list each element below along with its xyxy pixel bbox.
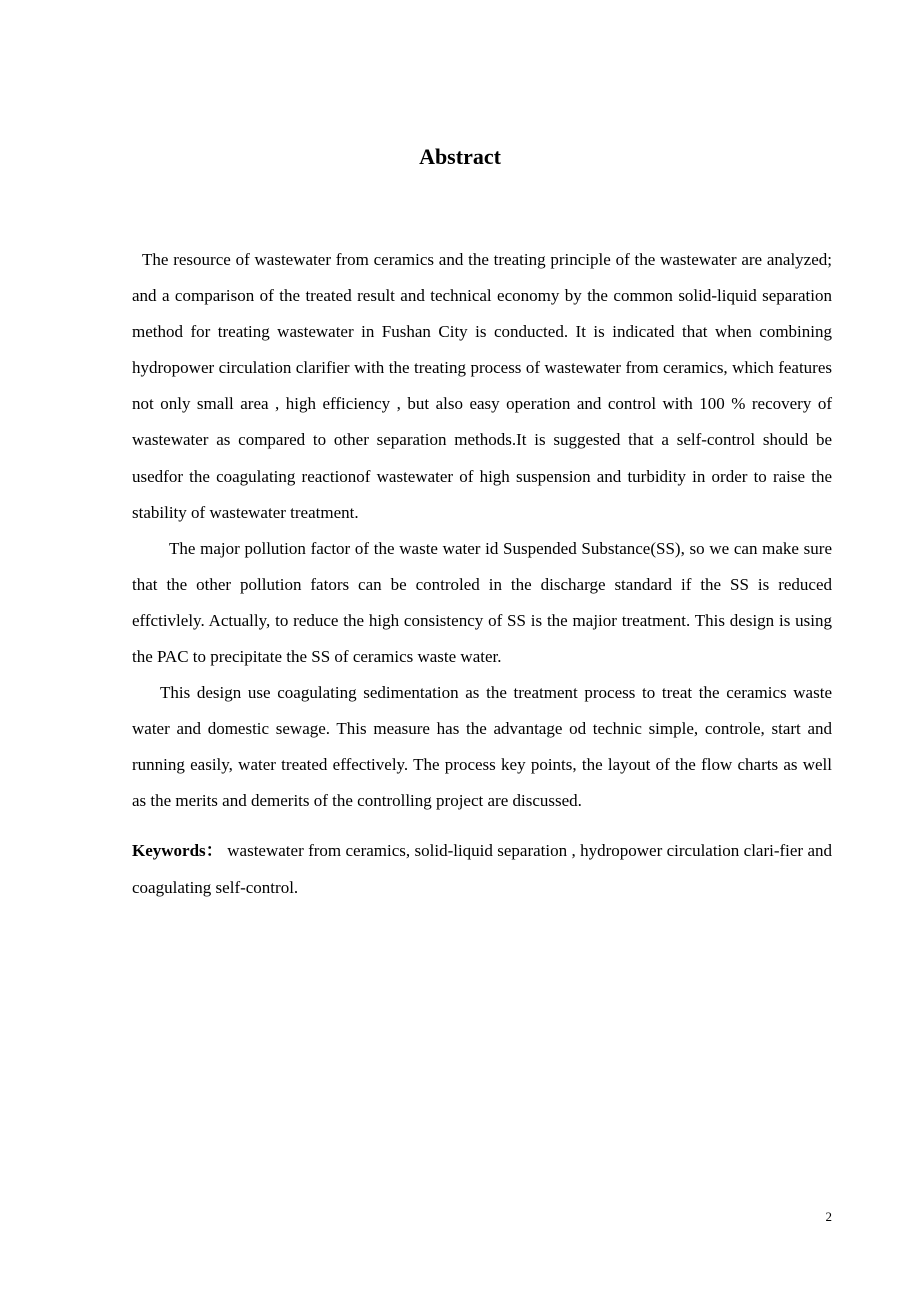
page-number: 2 — [825, 1209, 832, 1224]
keywords-label: Keywords： — [132, 840, 223, 860]
keywords-text: wastewater from ceramics, solid-liquid separation , hydropower circulation clari-fier and coagulating self-control. — [132, 840, 833, 897]
abstract-paragraph-3: This design use coagulating sedimentation as the treatment process to treat the ceramics waste water and domestic sewage. This measure has the advantage od technic simple, controle, start and running easily, water treated effectively. The process key points, the layout of the flow charts as well as the merits and demerits of the controlling project are discussed. — [132, 683, 832, 811]
abstract-body — [132, 242, 832, 906]
abstract-paragraph-2: The major pollution factor of the waste water id Suspended Substance(SS), so we can make sure that the other pollution fators can be controled in the discharge standard if the SS is reduced effctivlely. Actually, to reduce the high consistency of SS is the majior treatment. This design is using the PAC to precipitate the SS of ceramics waste water. — [132, 538, 832, 667]
keywords-line — [132, 832, 832, 906]
abstract-title: Abstract — [419, 144, 501, 169]
abstract-paragraph-1: The resource of wastewater from ceramics and the treating principle of the wastewater are analyzed; and a comparison of the treated result and technical economy by the common solid-liquid separation method for treating wastewater in Fushan City is conducted. It is indicated that when combining hydropower circulation clarifier with the treating process of wastewater from ceramics, which features not only small area , high efficiency , but also easy operation and control with 100 % recovery of wastewater as compared to other separation methods.It is suggested that a self-control should be usedfor the coagulating reactionof wastewater of high suspension and turbidity in order to raise the stability of wastewater treatment. — [132, 250, 832, 522]
